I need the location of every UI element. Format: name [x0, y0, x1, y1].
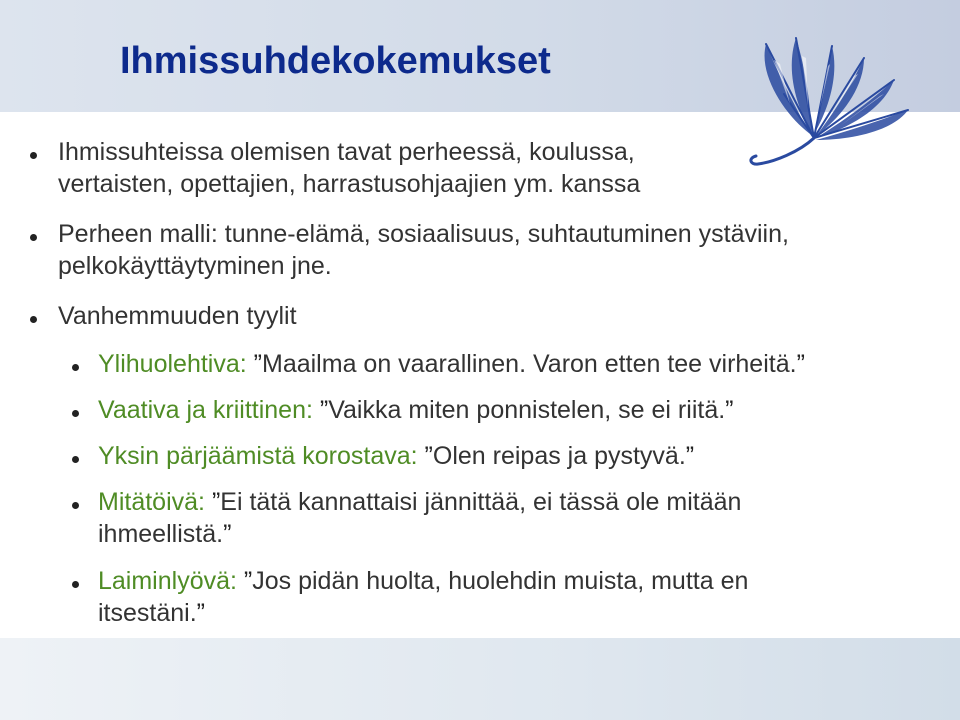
- style-quote: Olen reipas ja pystyvä.: [432, 442, 686, 470]
- style-quote-cont: ihmeellistä.: [98, 520, 224, 548]
- style-label: Mitätöivä:: [98, 488, 205, 516]
- style-quote-cont: itsestäni.: [98, 599, 197, 627]
- style-label: Laiminlyövä:: [98, 567, 237, 595]
- sub-bullet-dot: [72, 364, 79, 371]
- bullet-line: Vanhemmuuden tyylit: [58, 302, 297, 330]
- style-item: [98, 394, 898, 426]
- bullet-line: pelkokäyttäytyminen jne.: [58, 252, 332, 280]
- sub-bullet-dot: [72, 502, 79, 509]
- style-quote: Maailma on vaarallinen. Varon etten tee virheitä.: [262, 350, 797, 378]
- bullet-line: Perheen malli: tunne-elämä, sosiaalisuus, suhtautuminen ystäviin,: [58, 220, 789, 248]
- quote-close: ”: [223, 520, 232, 548]
- quote-open: ”: [211, 488, 221, 516]
- quote-open: ”: [253, 350, 262, 378]
- bullet-item: [58, 136, 738, 200]
- style-label: Ylihuolehtiva:: [98, 350, 247, 378]
- style-quote: Vaikka miten ponnistelen, se ei riitä.: [328, 396, 726, 424]
- sub-bullet-dot: [72, 410, 79, 417]
- quote-close: ”: [796, 350, 805, 378]
- quote-close: ”: [685, 442, 695, 470]
- quote-close: ”: [725, 396, 734, 424]
- quote-close: ”: [196, 599, 205, 627]
- style-quote: Jos pidän huolta, huolehdin muista, mutta en: [252, 567, 749, 595]
- style-item: [98, 486, 898, 550]
- style-item: [98, 565, 898, 629]
- quote-open: ”: [319, 396, 329, 424]
- bullet-line: Ihmissuhteissa olemisen tavat perheessä, koulussa,: [58, 138, 635, 166]
- bullet-item: [58, 300, 738, 332]
- sub-bullet-dot: [72, 581, 79, 588]
- bullet-dot: [30, 316, 37, 323]
- slide-title: Ihmissuhdekokemukset: [120, 40, 551, 82]
- quote-open: ”: [424, 442, 433, 470]
- style-item: [98, 348, 898, 380]
- sub-bullet-dot: [72, 456, 79, 463]
- quote-open: ”: [243, 567, 253, 595]
- style-quote: Ei tätä kannattaisi jännittää, ei tässä ole mitään: [220, 488, 742, 516]
- style-item: [98, 440, 898, 472]
- bullet-item: [58, 218, 938, 282]
- style-label: Vaativa ja kriittinen:: [98, 396, 313, 424]
- bullet-dot: [30, 152, 37, 159]
- bullet-dot: [30, 234, 37, 241]
- footer-band: [0, 638, 960, 720]
- style-label: Yksin pärjäämistä korostava:: [98, 442, 418, 470]
- bullet-line: vertaisten, opettajien, harrastusohjaajien ym. kanssa: [58, 170, 641, 198]
